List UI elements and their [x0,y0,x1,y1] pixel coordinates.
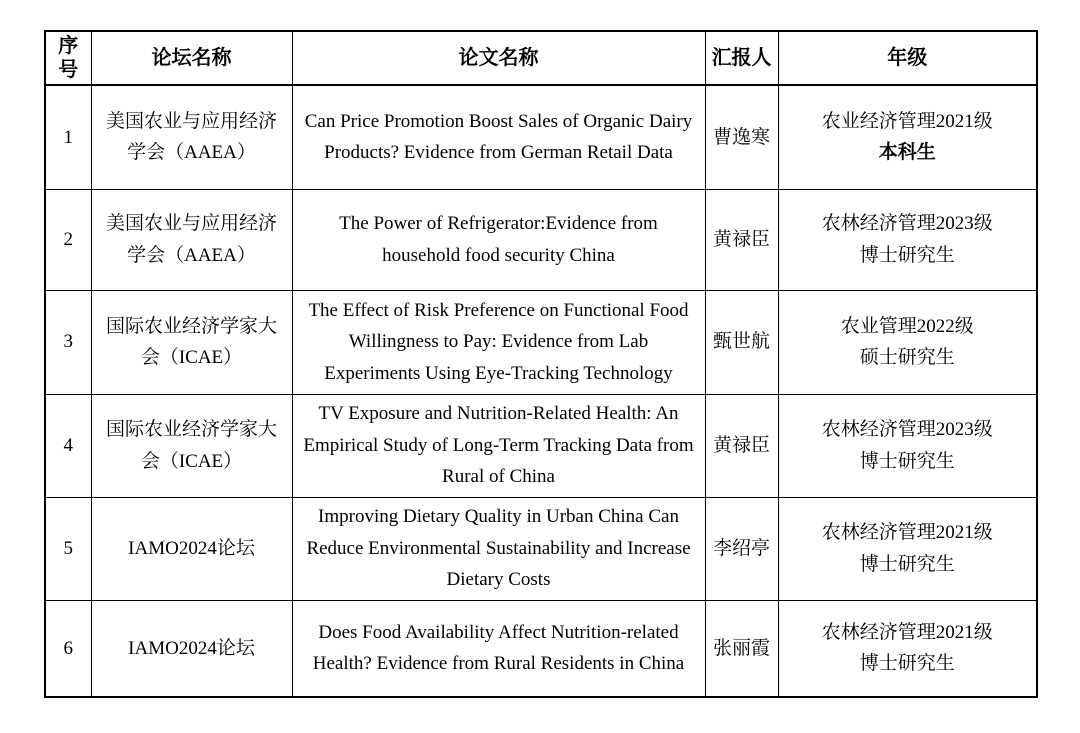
grade-line-2: 博士研究生 [859,653,955,675]
grade-line-2: 硕士研究生 [859,347,955,368]
paper-title-cell: Improving Dietary Quality in Urban China Can Reduce Environmental Sustainability and Increase Dietary Costs [292,497,705,600]
reporter-cell: 张丽霞 [705,600,778,697]
forum-name-cell: 国际农业经济学家大会（ICAE） [91,290,292,394]
forum-name-cell: IAMO2024论坛 [91,497,292,600]
forum-name-cell: 国际农业经济学家大会（ICAE） [91,394,292,497]
header-paper-title: 论文名称 [292,31,705,85]
row-number-cell: 3 [45,290,91,394]
grade-cell [778,394,1037,497]
forum-name-cell: 美国农业与应用经济学会（AAEA） [91,189,292,290]
header-grade: 年级 [778,31,1037,85]
row-number-cell: 6 [45,600,91,697]
row-number-cell: 2 [45,189,91,290]
grade-cell [778,85,1037,189]
forum-name-cell: 美国农业与应用经济学会（AAEA） [91,85,292,189]
grade-line-1: 农业管理2022级 [840,315,974,337]
table-row [45,497,1037,600]
reporter-cell: 黄禄臣 [705,189,778,290]
table-row [45,394,1037,497]
table-row [45,85,1037,189]
grade-line-2: 博士研究生 [859,553,955,575]
row-number-cell: 1 [45,85,91,189]
reporter-cell: 李绍亭 [705,497,778,600]
grade-cell [778,290,1037,394]
row-number-cell: 4 [45,394,91,497]
paper-title-cell: Can Price Promotion Boost Sales of Organic Dairy Products? Evidence from German Retail Data [292,85,705,189]
header-forum-name: 论坛名称 [91,31,292,85]
forum-name-cell: IAMO2024论坛 [91,600,292,697]
grade-line-1: 农林经济管理2023级 [821,213,993,235]
grade-cell [778,189,1037,290]
table-row [45,189,1037,290]
grade-line-2: 博士研究生 [859,244,955,266]
grade-line-1: 农林经济管理2021级 [821,522,993,544]
reporter-cell: 曹逸寒 [705,85,778,189]
grade-line-1: 农林经济管理2023级 [821,419,993,441]
conference-papers-table [44,30,1038,698]
header-number: 序号 [45,31,91,85]
paper-title-cell: The Effect of Risk Preference on Functional Food Willingness to Pay: Evidence from Lab Experiments Using Eye-Tracking Technology [292,290,705,394]
table-row [45,290,1037,394]
reporter-cell: 黄禄臣 [705,394,778,497]
paper-title-cell: Does Food Availability Affect Nutrition-related Health? Evidence from Rural Residents in China [292,600,705,697]
paper-title-cell: TV Exposure and Nutrition-Related Health: An Empirical Study of Long-Term Tracking Data from Rural of China [292,394,705,497]
grade-cell [778,497,1037,600]
header-reporter: 汇报人 [705,31,778,85]
grade-line-2: 博士研究生 [859,450,955,472]
grade-cell [778,600,1037,697]
grade-line-1: 农林经济管理2021级 [821,621,993,643]
row-number-cell: 5 [45,497,91,600]
grade-line-1: 农业经济管理2021级 [821,110,993,132]
reporter-cell: 甄世航 [705,290,778,394]
grade-line-2: 本科生 [878,142,936,164]
table-row [45,600,1037,697]
paper-title-cell: The Power of Refrigerator:Evidence from household food security China [292,189,705,290]
header-row [45,31,1037,85]
